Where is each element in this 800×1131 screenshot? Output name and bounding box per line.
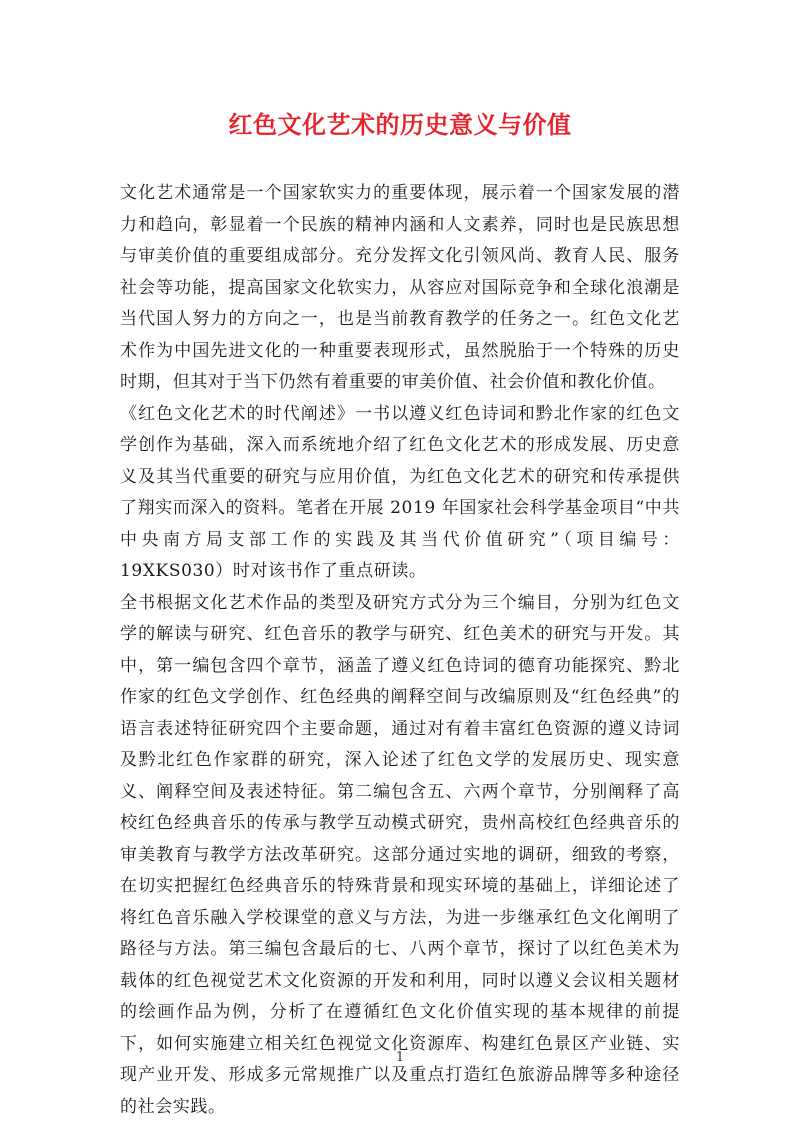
paragraph-structure: 全书根据文化艺术作品的类型及研究方式分为三个编目，分别为红色文学的解读与研究、红色音乐的教学与研究、红色美术的研究与开发。其中，第一编包含四个章节，涵盖了遵义红色诗词的德育功能探究、黔北作家的红色文学创作、红色经典的阐释空间与改编原则及“红色经典”的语言表述特征研究四个主要命题，通过对有着丰富红色资源的遵义诗词及黔北红色作家群的研究，深入论述了红色文学的发展历史、现实意义、阐释空间及表述特征。第二编包含五、六两个章节，分别阐释了高校红色经典音乐的传承与教学互动模式研究，贵州高校红色经典音乐的审美教育与教学方法改革研究。这部分通过实地的调研，细致的考察，在切实把握红色经典音乐的特殊背景和现实环境的基础上，详细论述了将红色音乐融入学校课堂的意义与方法，为进一步继承红色文化阐明了路径与方法。第三编包含最后的七、八两个章节，探讨了以红色美术为载体的红色视觉艺术文化资源的开发和利用，同时以遵义会议相关题材的绘画作品为例，分析了在遵循红色文化价值实现的基本规律的前提下，如何实施建立相关红色视觉文化资源库、构建红色景区产业链、实现产业开发、形成多元常规推广以及重点打造红色旅游品牌等多种途径的社会实践。 (120, 592, 680, 1117)
document-title: 红色文化艺术的历史意义与价值 (228, 110, 572, 139)
document-body (120, 178, 680, 1123)
paragraph-book-overview: 《红色文化艺术的时代阐述》一书以遵义红色诗词和黔北作家的红色文学创作为基础，深入而系统地介绍了红色文化艺术的形成发展、历史意义及其当代重要的研究与应用价值，为红色文化艺术的研究和传承提供了翔实而深入的资料。笔者在开展 2019 年国家社会科学基金项目“中共中央南方局支部工作的实践及其当代价值研究”（项目编号：19XKS030）时对该书作了重点研读。 (120, 403, 680, 581)
paragraph-intro: 文化艺术通常是一个国家软实力的重要体现，展示着一个国家发展的潜力和趋向，彰显着一个民族的精神内涵和人文素养，同时也是民族思想与审美价值的重要组成部分。充分发挥文化引领风尚、教育人民、服务社会等功能，提高国家文化软实力，从容应对国际竞争和全球化浪潮是当代国人努力的方向之一，也是当前教育教学的任务之一。红色文化艺术作为中国先进文化的一种重要表现形式，虽然脱胎于一个特殊的历史时期，但其对于当下仍然有着重要的审美价值、社会价值和教化价值。 (120, 183, 680, 392)
page-number: 1 (395, 1050, 405, 1065)
